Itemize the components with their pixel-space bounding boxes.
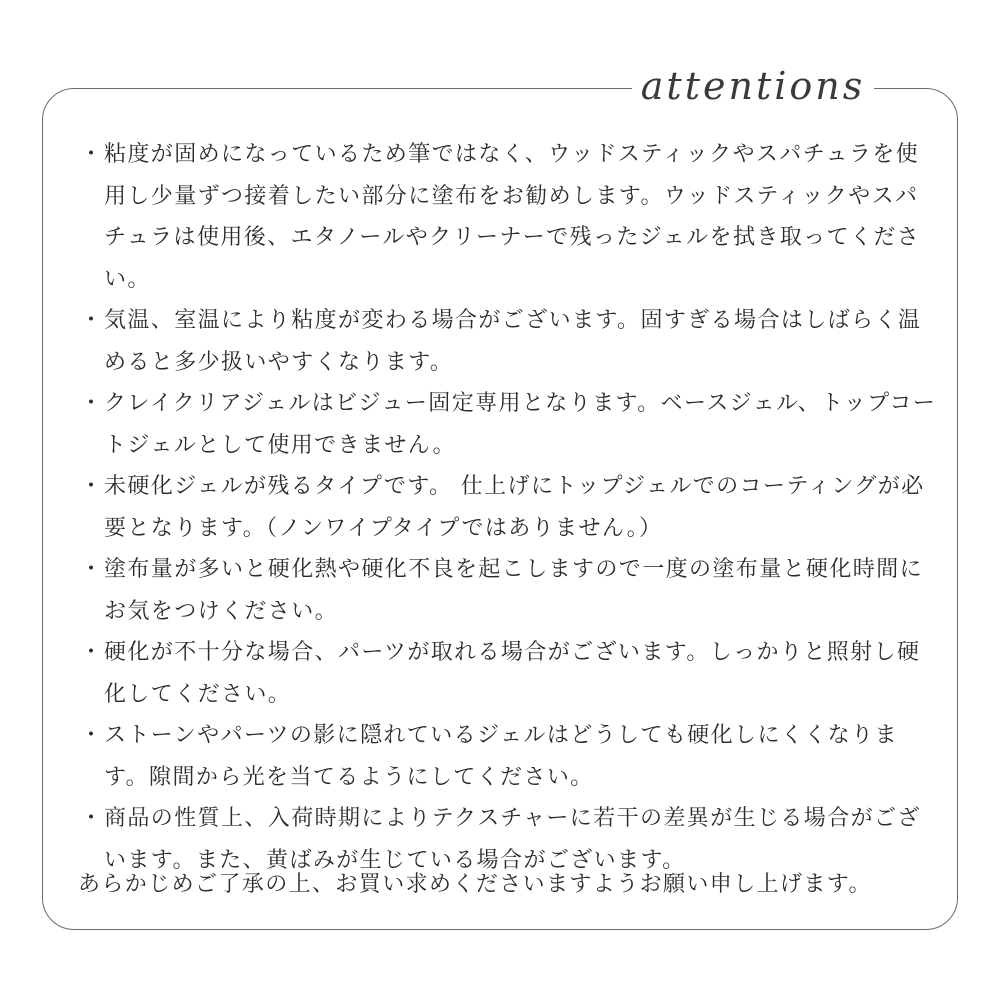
bullet-icon: ・: [80, 640, 104, 665]
note-text: 気温、室温により粘度が変わる場合がございます。固すぎる場合はしばらく温めると多少扱いやすくなります。: [104, 308, 922, 375]
bullet-icon: ・: [80, 391, 104, 416]
notes-list: [78, 134, 938, 881]
note-text: 硬化が不十分な場合、パーツが取れる場合がございます。しっかりと照射し硬化してください。: [104, 640, 921, 707]
note-text: クレイクリアジェルはビジュー固定専用となります。ベースジェル、トップコートジェルとして使用できません。: [104, 391, 937, 458]
note-item: [78, 383, 938, 466]
bullet-icon: ・: [80, 142, 104, 167]
note-item: [78, 300, 938, 383]
note-item: [78, 549, 938, 632]
bullet-icon: ・: [80, 308, 104, 333]
note-text: ストーンやパーツの影に隠れているジェルはどうしても硬化しにくくなります。隙間から光を当てるようにしてください。: [104, 723, 898, 790]
note-text: 塗布量が多いと硬化熱や硬化不良を起こしますので一度の塗布量と硬化時間にお気をつけください。: [104, 557, 924, 624]
note-text: 商品の性質上、入荷時期によりテクスチャーに若干の差異が生じる場合がございます。また、黄ばみが生じている場合がございます。: [104, 806, 921, 873]
note-item: [78, 466, 938, 549]
bullet-icon: ・: [80, 806, 104, 831]
note-text: 粘度が固めになっているため筆ではなく、ウッドスティックやスパチュラを使用し少量ずつ接着したい部分に塗布をお勧めします。ウッドスティックやスパチュラは使用後、エタノールやクリーナーで残ったジェルを拭き取ってください。: [104, 142, 921, 292]
note-text: 未硬化ジェルが残るタイプです。 仕上げにトップジェルでのコーティングが必要となります。（ノンワイプタイプではありません。）: [104, 474, 925, 541]
note-item: [78, 715, 938, 798]
note-item: [78, 134, 938, 300]
bullet-icon: ・: [80, 557, 104, 582]
note-item: [78, 632, 938, 715]
bullet-icon: ・: [80, 723, 104, 748]
closing-text: あらかじめご了承の上、お買い求めくださいますようお願い申し上げます。: [78, 872, 872, 897]
bullet-icon: ・: [80, 474, 104, 499]
page-title: attentions: [632, 56, 874, 116]
